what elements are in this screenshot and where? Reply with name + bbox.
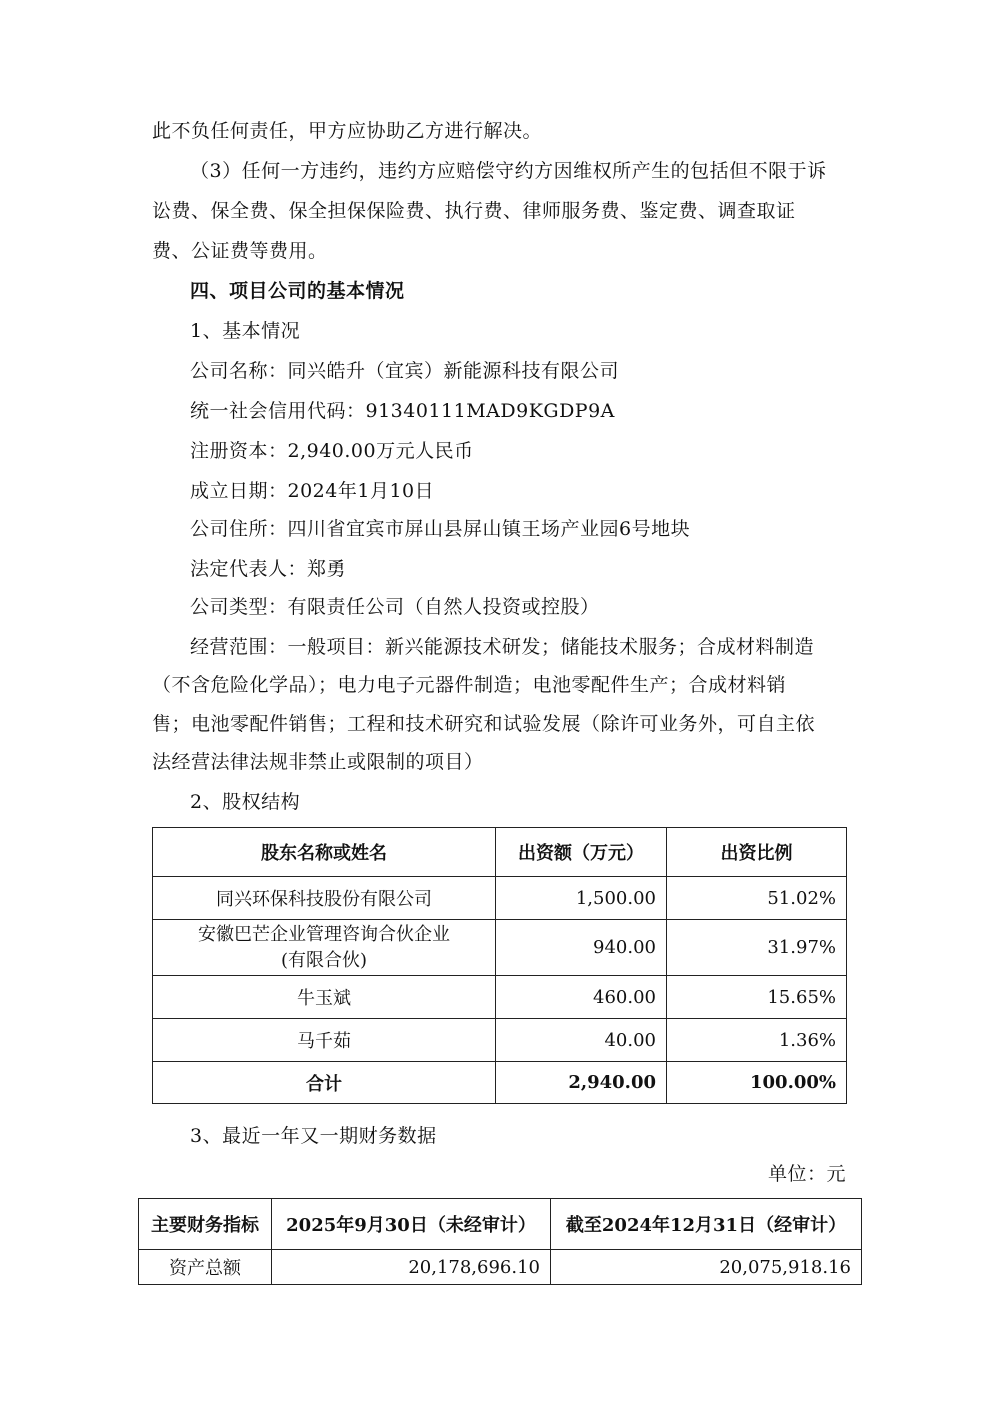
section-heading: 四、项目公司的基本情况 <box>190 280 405 302</box>
paragraph-line: 讼费、保全费、保全担保保险费、执行费、律师服务费、鉴定费、调查取证 <box>152 200 796 222</box>
info-legal-rep: 法定代表人：郑勇 <box>190 558 347 580</box>
total-amount: 2,940.00 <box>496 1062 667 1104</box>
finance-value-2024: 20,075,918.16 <box>551 1250 862 1285</box>
info-credit-code: 统一社会信用代码：91340111MAD9KGDP9A <box>190 400 615 422</box>
table-header-row <box>153 828 847 877</box>
shareholder-name: 牛玉斌 <box>153 976 496 1019</box>
subsection-heading: 2、股权结构 <box>190 791 301 813</box>
scope-line: （不含危险化学品）；电力电子元器件制造；电池零配件生产；合成材料销 <box>152 674 787 696</box>
table-header-row <box>139 1199 862 1250</box>
contribution-ratio: 15.65% <box>667 976 847 1019</box>
contribution-amount: 40.00 <box>496 1019 667 1062</box>
info-company-name: 公司名称：同兴皓升（宜宾）新能源科技有限公司 <box>190 360 620 382</box>
column-header: 主要财务指标 <box>139 1199 272 1250</box>
shareholder-name-line2: (有限合伙) <box>280 949 368 971</box>
table-row <box>139 1250 862 1285</box>
table-row <box>153 1019 847 1062</box>
info-establish-date: 成立日期：2024年1月10日 <box>190 480 435 502</box>
contribution-ratio: 1.36% <box>667 1019 847 1062</box>
shareholder-name <box>153 920 496 976</box>
shareholder-name: 同兴环保科技股份有限公司 <box>153 877 496 920</box>
paragraph-line: （3）任何一方违约，违约方应赔偿守约方因维权所产生的包括但不限于诉 <box>190 160 827 182</box>
paragraph-line: 费、公证费等费用。 <box>152 240 328 262</box>
contribution-ratio: 31.97% <box>667 920 847 976</box>
column-header: 出资比例 <box>667 828 847 877</box>
finance-item: 资产总额 <box>139 1250 272 1285</box>
scope-line: 售；电池零配件销售；工程和技术研究和试验发展（除许可业务外，可自主依 <box>152 713 816 735</box>
column-header: 出资额（万元） <box>496 828 667 877</box>
subsection-heading: 1、基本情况 <box>190 320 301 342</box>
contribution-amount: 1,500.00 <box>496 877 667 920</box>
scope-line: 经营范围：一般项目：新兴能源技术研发；储能技术服务；合成材料制造 <box>190 636 815 658</box>
info-registered-capital: 注册资本：2,940.00万元人民币 <box>190 440 474 462</box>
column-header: 截至2024年12月31日（经审计） <box>551 1199 862 1250</box>
shareholder-name: 马千茹 <box>153 1019 496 1062</box>
total-ratio: 100.00% <box>667 1062 847 1104</box>
column-header: 股东名称或姓名 <box>153 828 496 877</box>
subsection-heading: 3、最近一年又一期财务数据 <box>190 1125 437 1147</box>
shareholder-name-line1: 安徽巴芒企业管理咨询合伙企业 <box>198 923 450 945</box>
table-row <box>153 877 847 920</box>
contribution-amount: 940.00 <box>496 920 667 976</box>
contribution-ratio: 51.02% <box>667 877 847 920</box>
table-row <box>153 976 847 1019</box>
equity-table <box>152 827 847 1104</box>
table-total-row <box>153 1062 847 1104</box>
column-header: 2025年9月30日（未经审计） <box>272 1199 551 1250</box>
finance-table <box>138 1198 862 1285</box>
finance-value-2025: 20,178,696.10 <box>272 1250 551 1285</box>
table-row <box>153 920 847 976</box>
paragraph-line: 此不负任何责任，甲方应协助乙方进行解决。 <box>152 120 543 142</box>
contribution-amount: 460.00 <box>496 976 667 1019</box>
info-address: 公司住所：四川省宜宾市屏山县屏山镇王场产业园6号地块 <box>190 518 691 540</box>
scope-line: 法经营法律法规非禁止或限制的项目） <box>152 751 484 773</box>
total-label: 合计 <box>153 1062 496 1104</box>
info-company-type: 公司类型：有限责任公司（自然人投资或控股） <box>190 596 600 618</box>
unit-label: 单位：元 <box>768 1163 847 1185</box>
